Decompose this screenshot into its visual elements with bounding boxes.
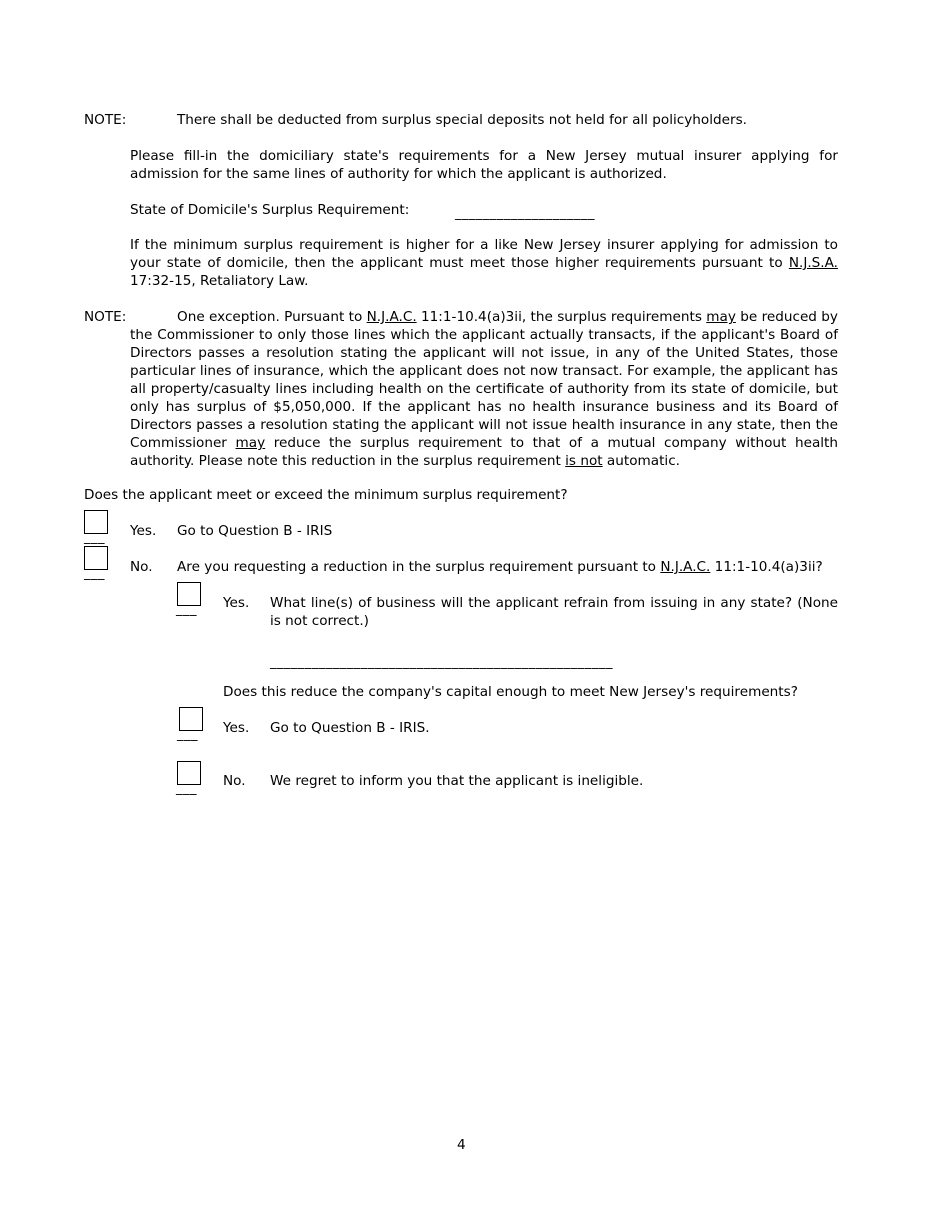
exception-text-2: 11:1-10.4(a)3ii, the surplus requirements — [416, 309, 707, 325]
ineligible-message: We regret to inform you that the applicant is ineligible. — [270, 773, 644, 789]
exception-text-5: automatic. — [602, 453, 680, 469]
no-question-text-2: 11:1-10.4(a)3ii? — [710, 559, 823, 575]
surplus-question: Does the applicant meet or exceed the minimum surplus requirement? — [84, 487, 568, 503]
yes-instruction: Go to Question B - IRIS — [177, 523, 333, 539]
is-not-emphasis: is not — [565, 453, 603, 469]
njsa-citation: N.J.S.A. — [788, 255, 838, 271]
lines-of-business-blank[interactable]: _________________________________________________ — [270, 655, 613, 670]
may-emphasis-2: may — [235, 435, 266, 451]
note-text-deposits: There shall be deducted from surplus special deposits not held for all policyholders. — [177, 112, 747, 128]
exception-text-1: One exception. Pursuant to — [177, 309, 367, 325]
reduction-yes-label: Yes. — [223, 595, 250, 611]
no-label: No. — [130, 559, 153, 575]
exception-text-3: be reduced by the Commissioner to only those lines which the applicant actually transacts, if the applicant's Board of Directors passes a resolution stating the applicant will not issue, in any of the United States, those particular lines of insurance, which the applicant does not now transact. For example, the applicant has all property/casualty lines including health on the certificate of authority from its state of domicile, but only has surplus of $5,050,000. If the applicant has no health insurance business and its Board of Directors passes a resolution stating the applicant will not issue health insurance in any state, then the Commissioner — [130, 309, 838, 451]
no-question — [177, 558, 823, 576]
retaliatory-law-paragraph — [130, 236, 838, 290]
capital-yes-label: Yes. — [223, 720, 250, 736]
fill-in-instructions: Please fill-in the domiciliary state's requirements for a New Jersey mutual insurer applying for admission for the same lines of authority for which the applicant is authorized. — [130, 148, 838, 182]
retaliatory-text-1: If the minimum surplus requirement is higher for a like New Jersey insurer applying for admission to your state of domicile, then the applicant must meet those higher requirements pursuant to — [130, 237, 838, 271]
capital-question: Does this reduce the company's capital enough to meet New Jersey's requirements? — [223, 684, 798, 700]
retaliatory-text-2: 17:32-15, Retaliatory Law. — [130, 273, 309, 289]
exception-text-4: reduce the surplus requirement to that of a mutual company without health authority. Please note this reduction in the surplus requirement — [130, 435, 839, 469]
reduction-yes-underline: ___ — [176, 602, 197, 617]
capital-yes-underline: ___ — [177, 727, 198, 742]
capital-no-label: No. — [223, 773, 246, 789]
no-checkbox-underline: ___ — [84, 566, 105, 581]
capital-no-underline: ___ — [176, 781, 197, 796]
note-label: NOTE: — [84, 112, 127, 128]
exception-note — [130, 308, 838, 470]
state-requirement-label: State of Domicile's Surplus Requirement: — [130, 202, 410, 218]
njac-citation: N.J.A.C. — [366, 309, 417, 325]
may-emphasis: may — [706, 309, 736, 325]
njac-citation-2: N.J.A.C. — [660, 559, 711, 575]
note-label-2: NOTE: — [84, 309, 127, 325]
yes-label: Yes. — [130, 523, 157, 539]
lines-of-business-question: What line(s) of business will the applicant refrain from issuing in any state? (None is not correct.) — [270, 595, 838, 629]
capital-yes-instruction: Go to Question B - IRIS. — [270, 720, 430, 736]
state-requirement-blank[interactable]: ____________________ — [455, 206, 595, 221]
yes-checkbox-underline: ___ — [84, 530, 105, 545]
no-question-text-1: Are you requesting a reduction in the surplus requirement pursuant to — [177, 559, 661, 575]
page-number: 4 — [457, 1137, 466, 1153]
